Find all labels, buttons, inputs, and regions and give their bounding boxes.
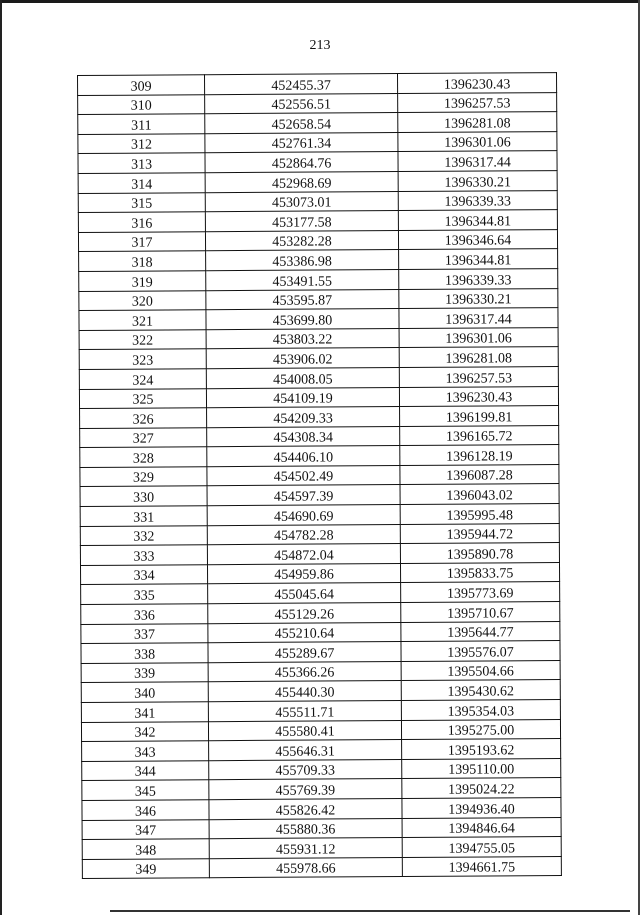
table-row [80, 425, 559, 448]
point-number-cell: 315 [78, 192, 205, 212]
table-row [78, 171, 557, 194]
point-number-cell: 333 [80, 545, 207, 565]
table-row [78, 131, 557, 154]
y-coordinate-cell: 1394755.05 [402, 837, 561, 858]
table-row [82, 778, 561, 801]
y-coordinate-cell: 1394846.64 [402, 817, 561, 838]
point-number-cell: 331 [80, 506, 207, 526]
y-coordinate-cell: 1395710.67 [401, 602, 560, 623]
y-coordinate-cell: 1395644.77 [401, 621, 560, 642]
point-number-cell: 346 [82, 800, 209, 820]
table-row [80, 504, 559, 527]
y-coordinate-cell: 1396330.21 [399, 288, 558, 309]
y-coordinate-cell: 1395430.62 [401, 680, 560, 701]
x-coordinate-cell: 455129.26 [208, 603, 401, 624]
table-row [80, 406, 559, 429]
table-row [78, 151, 557, 174]
table-row [81, 582, 560, 605]
point-number-cell: 339 [81, 663, 208, 683]
point-number-cell: 324 [79, 369, 206, 389]
x-coordinate-cell: 454597.39 [207, 485, 400, 506]
coordinates-table-body [78, 73, 562, 879]
table-row [78, 112, 557, 135]
y-coordinate-cell: 1395890.78 [400, 543, 559, 564]
point-number-cell: 338 [81, 643, 208, 663]
scan-border-left [0, 0, 2, 915]
point-number-cell: 341 [81, 702, 208, 722]
point-number-cell: 342 [81, 721, 208, 741]
x-coordinate-cell: 453282.28 [205, 230, 398, 251]
x-coordinate-cell: 452556.51 [205, 93, 398, 114]
point-number-cell: 328 [80, 447, 207, 467]
table-row [80, 543, 559, 566]
x-coordinate-cell: 455366.26 [208, 661, 401, 682]
x-coordinate-cell: 455440.30 [208, 681, 401, 702]
point-number-cell: 334 [80, 565, 207, 585]
y-coordinate-cell: 1396043.02 [400, 484, 559, 505]
table-row [80, 484, 559, 507]
y-coordinate-cell: 1396330.21 [398, 171, 557, 192]
y-coordinate-cell: 1396281.08 [399, 347, 558, 368]
point-number-cell: 312 [78, 134, 205, 154]
scan-border-bottom [110, 910, 630, 912]
x-coordinate-cell: 455769.39 [209, 779, 402, 800]
x-coordinate-cell: 453803.22 [206, 328, 399, 349]
point-number-cell: 320 [79, 290, 206, 310]
y-coordinate-cell: 1396257.53 [399, 366, 558, 387]
x-coordinate-cell: 455931.12 [209, 838, 402, 859]
point-number-cell: 318 [79, 251, 206, 271]
y-coordinate-cell: 1396128.19 [400, 445, 559, 466]
point-number-cell: 313 [78, 153, 205, 173]
table-row [81, 621, 560, 644]
x-coordinate-cell: 454008.05 [206, 367, 399, 388]
coordinates-table [77, 72, 562, 879]
x-coordinate-cell: 455580.41 [208, 720, 401, 741]
table-row [82, 739, 561, 762]
y-coordinate-cell: 1396230.43 [397, 73, 556, 94]
table-row [80, 562, 559, 585]
point-number-cell: 330 [80, 486, 207, 506]
x-coordinate-cell: 453177.58 [205, 211, 398, 232]
table-row [80, 464, 559, 487]
y-coordinate-cell: 1396281.08 [398, 112, 557, 133]
y-coordinate-cell: 1395773.69 [401, 582, 560, 603]
table-row [79, 366, 558, 389]
table-row [79, 327, 558, 350]
point-number-cell: 340 [81, 682, 208, 702]
table-row [79, 308, 558, 331]
x-coordinate-cell: 454209.33 [207, 407, 400, 428]
y-coordinate-cell: 1396230.43 [399, 386, 558, 407]
x-coordinate-cell: 454959.86 [207, 563, 400, 584]
scan-border-top [0, 0, 640, 3]
y-coordinate-cell: 1396344.81 [399, 249, 558, 270]
table-row [81, 602, 560, 625]
y-coordinate-cell: 1395995.48 [400, 504, 559, 525]
y-coordinate-cell: 1396199.81 [400, 406, 559, 427]
point-number-cell: 332 [80, 525, 207, 545]
x-coordinate-cell: 454782.28 [207, 524, 400, 545]
y-coordinate-cell: 1394661.75 [402, 856, 561, 877]
y-coordinate-cell: 1395944.72 [400, 523, 559, 544]
point-number-cell: 309 [78, 75, 205, 95]
x-coordinate-cell: 454690.69 [207, 505, 400, 526]
y-coordinate-cell: 1396317.44 [399, 308, 558, 329]
x-coordinate-cell: 454502.49 [207, 465, 400, 486]
table-row [81, 641, 560, 664]
y-coordinate-cell: 1396301.06 [398, 131, 557, 152]
point-number-cell: 336 [81, 604, 208, 624]
page-number: 213 [309, 38, 331, 53]
point-number-cell: 335 [81, 584, 208, 604]
table-row [79, 386, 558, 409]
y-coordinate-cell: 1396257.53 [398, 92, 557, 113]
point-number-cell: 310 [78, 94, 205, 114]
x-coordinate-cell: 455826.42 [209, 798, 402, 819]
x-coordinate-cell: 453491.55 [206, 269, 399, 290]
point-number-cell: 314 [78, 173, 205, 193]
table-row [82, 856, 561, 879]
y-coordinate-cell: 1396087.28 [400, 464, 559, 485]
x-coordinate-cell: 455880.36 [209, 818, 402, 839]
table-row [78, 210, 557, 233]
y-coordinate-cell: 1395024.22 [402, 778, 561, 799]
table-row [78, 92, 557, 115]
point-number-cell: 321 [79, 310, 206, 330]
point-number-cell: 317 [78, 231, 205, 251]
x-coordinate-cell: 455511.71 [208, 701, 401, 722]
point-number-cell: 329 [80, 467, 207, 487]
y-coordinate-cell: 1395504.66 [401, 660, 560, 681]
y-coordinate-cell: 1395193.62 [402, 739, 561, 760]
point-number-cell: 348 [82, 839, 209, 859]
table-row [79, 269, 558, 292]
table-row [80, 445, 559, 468]
table-row [81, 719, 560, 742]
table-row [79, 347, 558, 370]
table-row [82, 837, 561, 860]
table-row [81, 700, 560, 723]
table-row [81, 680, 560, 703]
x-coordinate-cell: 455646.31 [209, 740, 402, 761]
x-coordinate-cell: 453386.98 [206, 250, 399, 271]
x-coordinate-cell: 452455.37 [205, 74, 398, 95]
y-coordinate-cell: 1396339.33 [399, 269, 558, 290]
point-number-cell: 345 [82, 780, 209, 800]
table-row [81, 660, 560, 683]
x-coordinate-cell: 455709.33 [209, 759, 402, 780]
x-coordinate-cell: 452761.34 [205, 132, 398, 153]
point-number-cell: 311 [78, 114, 205, 134]
y-coordinate-cell: 1396344.81 [398, 210, 557, 231]
x-coordinate-cell: 452864.76 [205, 152, 398, 173]
x-coordinate-cell: 455978.66 [209, 857, 402, 878]
x-coordinate-cell: 455045.64 [208, 583, 401, 604]
table-row [80, 523, 559, 546]
point-number-cell: 316 [78, 212, 205, 232]
point-number-cell: 327 [80, 427, 207, 447]
x-coordinate-cell: 452658.54 [205, 113, 398, 134]
point-number-cell: 325 [79, 388, 206, 408]
table-row [78, 190, 557, 213]
table-row [82, 758, 561, 781]
point-number-cell: 344 [82, 760, 209, 780]
y-coordinate-cell: 1395576.07 [401, 641, 560, 662]
y-coordinate-cell: 1394936.40 [402, 798, 561, 819]
point-number-cell: 319 [79, 271, 206, 291]
x-coordinate-cell: 453073.01 [205, 191, 398, 212]
y-coordinate-cell: 1396346.64 [398, 229, 557, 250]
table-row [79, 288, 558, 311]
x-coordinate-cell: 454308.34 [207, 426, 400, 447]
point-number-cell: 322 [79, 329, 206, 349]
point-number-cell: 349 [82, 858, 209, 878]
x-coordinate-cell: 453699.80 [206, 309, 399, 330]
x-coordinate-cell: 454406.10 [207, 446, 400, 467]
table-row [78, 73, 557, 96]
table-row [82, 798, 561, 821]
point-number-cell: 337 [81, 623, 208, 643]
x-coordinate-cell: 454872.04 [207, 544, 400, 565]
x-coordinate-cell: 452968.69 [205, 172, 398, 193]
table-row [82, 817, 561, 840]
y-coordinate-cell: 1396339.33 [398, 190, 557, 211]
y-coordinate-cell: 1396317.44 [398, 151, 557, 172]
x-coordinate-cell: 453595.87 [206, 289, 399, 310]
x-coordinate-cell: 453906.02 [206, 348, 399, 369]
y-coordinate-cell: 1395275.00 [401, 719, 560, 740]
table-row [78, 229, 557, 252]
point-number-cell: 347 [82, 819, 209, 839]
y-coordinate-cell: 1396165.72 [400, 425, 559, 446]
y-coordinate-cell: 1395354.03 [401, 700, 560, 721]
point-number-cell: 343 [82, 741, 209, 761]
point-number-cell: 326 [80, 408, 207, 428]
y-coordinate-cell: 1395110.00 [402, 758, 561, 779]
x-coordinate-cell: 454109.19 [206, 387, 399, 408]
table-row [79, 249, 558, 272]
x-coordinate-cell: 455210.64 [208, 622, 401, 643]
y-coordinate-cell: 1396301.06 [399, 327, 558, 348]
x-coordinate-cell: 455289.67 [208, 642, 401, 663]
point-number-cell: 323 [79, 349, 206, 369]
y-coordinate-cell: 1395833.75 [400, 562, 559, 583]
